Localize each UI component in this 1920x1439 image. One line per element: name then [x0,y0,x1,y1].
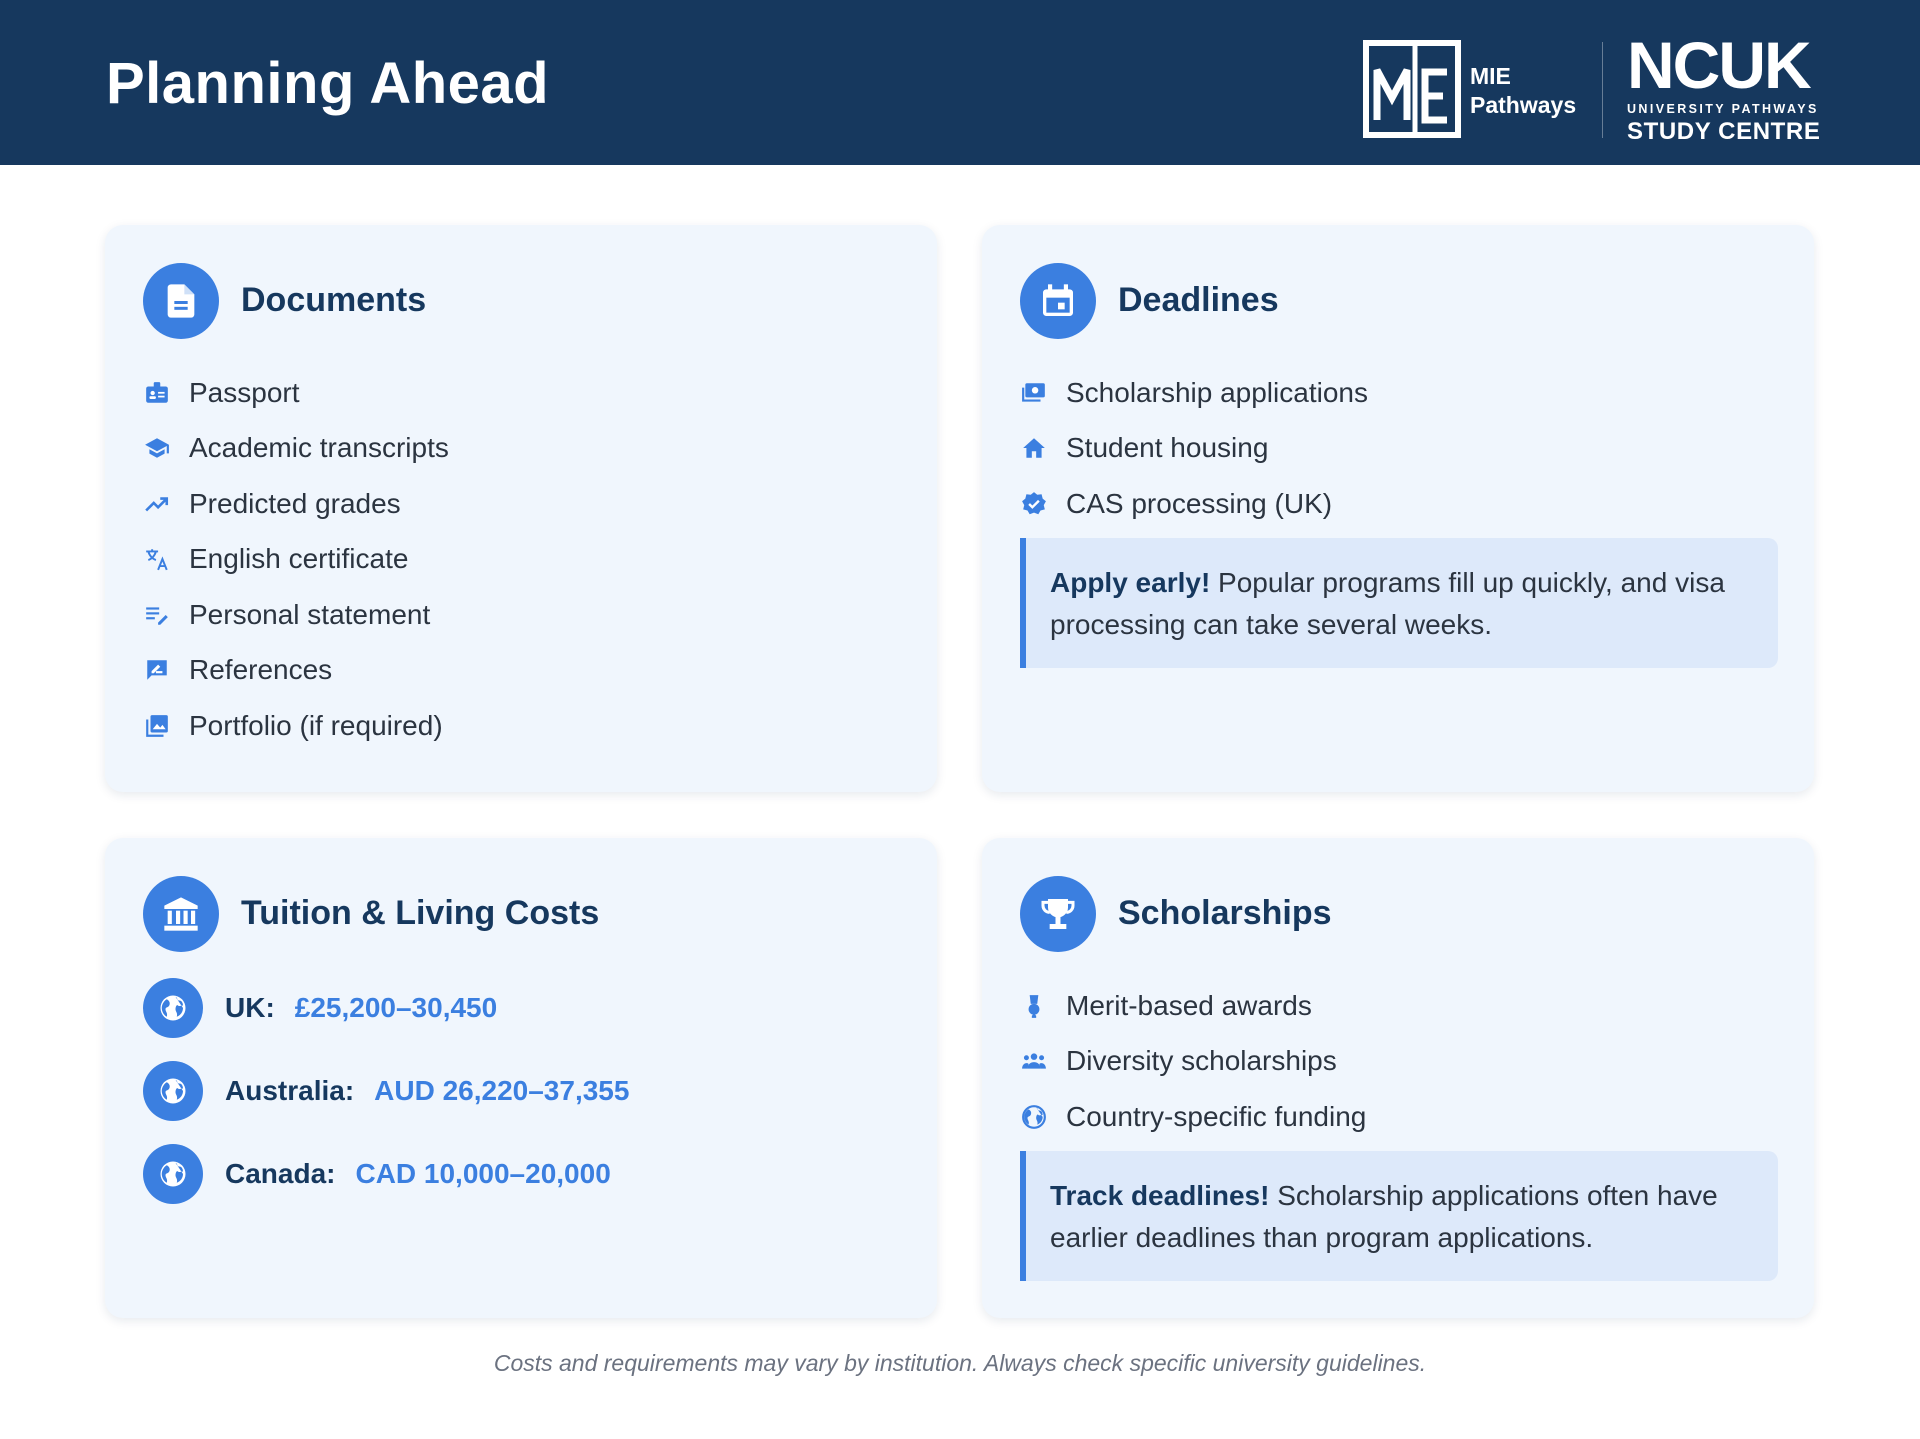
list-item: CAS processing (UK) [1020,476,1368,532]
callout-bold: Track deadlines! [1050,1180,1270,1211]
documents-title: Documents [241,281,427,319]
list-item: References [143,643,449,699]
callout-text: Scholarship applications often have earlier deadlines than program applications. [1050,1180,1718,1253]
track-deadlines-callout [1020,1151,1778,1281]
list-item: Academic transcripts [143,421,449,477]
globe-icon [143,1061,203,1121]
photo-library-icon [143,712,171,740]
costs-list [143,978,629,1227]
document-icon [143,263,219,339]
list-item: Personal statement [143,587,449,643]
trending-up-icon [143,490,171,518]
list-item: Passport [143,365,449,421]
cost-row-canada: Canada: CAD 10,000–20,000 [143,1144,629,1204]
scholarships-title: Scholarships [1118,894,1332,932]
id-badge-icon [143,379,171,407]
scholarships-list [1020,978,1366,1145]
graduation-cap-icon [143,434,171,462]
group-icon [1020,1047,1048,1075]
ncuk-logo: NCUK UNIVERSITY PATHWAYS STUDY CENTRE [1627,28,1821,145]
callout-text: Popular programs fill up quickly, and visa processing can take several weeks. [1050,567,1725,640]
deadlines-card [982,225,1814,792]
list-item: Diversity scholarships [1020,1034,1366,1090]
edit-note-icon [143,601,171,629]
cost-row-australia: Australia: AUD 26,220–37,355 [143,1061,629,1121]
home-icon [1020,434,1048,462]
costs-title: Tuition & Living Costs [241,894,600,932]
logo-divider [1602,42,1603,138]
cost-row-uk: UK: £25,200–30,450 [143,978,629,1038]
globe-icon [1020,1103,1048,1131]
list-item: Scholarship applications [1020,365,1368,421]
documents-card [105,225,937,792]
bank-icon [143,876,219,952]
list-item: Student housing [1020,421,1368,477]
rate-review-icon [143,656,171,684]
mie-logo-icon [1363,40,1461,138]
documents-list [143,365,449,754]
deadlines-list [1020,365,1368,532]
medal-icon [1020,992,1048,1020]
costs-card [105,838,937,1318]
list-item: English certificate [143,532,449,588]
list-item: Merit-based awards [1020,978,1366,1034]
footnote: Costs and requirements may vary by institution. Always check specific university guidelines. [493,1350,1427,1376]
scholarships-card [982,838,1814,1318]
page-title: Planning Ahead [106,51,550,116]
list-item: Country-specific funding [1020,1089,1366,1145]
money-icon [1020,379,1048,407]
apply-early-callout [1020,538,1778,668]
trophy-icon [1020,876,1096,952]
list-item: Portfolio (if required) [143,698,449,754]
globe-icon [143,978,203,1038]
header-bar [0,0,1920,165]
deadlines-title: Deadlines [1118,281,1279,319]
verified-badge-icon [1020,490,1048,518]
list-item: Predicted grades [143,476,449,532]
globe-icon [143,1144,203,1204]
calendar-icon [1020,263,1096,339]
mie-logo-text: MIE Pathways [1470,63,1577,118]
translate-icon [143,545,171,573]
callout-bold: Apply early! [1050,567,1211,598]
